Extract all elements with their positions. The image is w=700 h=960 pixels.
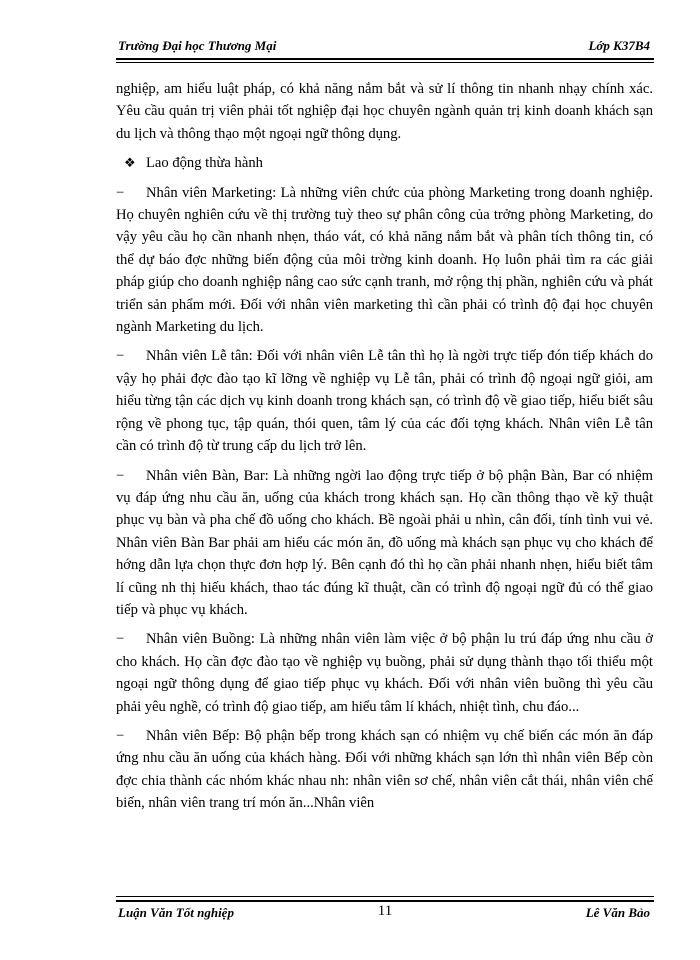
paragraph-reception-text: Nhân viên Lễ tân: Đối với nhân viên Lễ tân thì họ là ngời trực tiếp đón tiếp khách do vậy họ phải đợc đào tạo kĩ lỡng về nghiệp vụ Lễ tân, phải có trình độ ngoại ngữ giỏi, am hiểu từng tận các dịch vụ kinh doanh trong khách sạn, có trình độ về giao tiếp, hiểu biết sâu rộng về phong tục, tập quán, thói quen, tâm lý của các đối tợng khách. Nhân viên Lễ tân cần có trình độ từ trung cấp du lịch trở lên. — [116, 348, 653, 455]
dash-icon: − — [116, 467, 125, 484]
header-rule — [116, 62, 654, 63]
footer-rule — [116, 896, 654, 897]
page-number: 11 — [377, 903, 393, 919]
dash-icon: − — [116, 184, 125, 201]
paragraph-kitchen-text: Nhân viên Bếp: Bộ phận bếp trong khách sạn có nhiệm vụ chế biến các món ăn đáp ứng nhu cầu ăn uống của khách hàng. Đối với những khách sạn lớn thì nhân viên Bếp còn đợc chia thành các nhóm khác nhau nh: nhân viên sơ chế, nhân viên cắt thái, nhân viên chế biến, nhân viên trang trí món ăn...Nhân viên — [116, 727, 653, 812]
footer-author: Lê Văn Bảo — [585, 905, 650, 920]
dash-icon: − — [116, 727, 125, 744]
header-class: Lớp K37B4 — [588, 38, 650, 53]
paragraph-marketing — [116, 182, 653, 339]
header-school: Trường Đại học Thương Mại — [118, 38, 277, 53]
paragraph-continued: nghiệp, am hiểu luật pháp, có khả năng nắm bắt và sử lí thông tin nhanh nhạy chính xác. Yêu cầu quản trị viên phải tốt nghiệp đại học chuyên ngành quản trị kinh doanh khách sạn du lịch và thông thạo một ngoại ngữ thông dụng. — [116, 81, 653, 142]
dash-icon: − — [116, 348, 125, 365]
diamond-bullet-icon: ❖ — [124, 155, 136, 171]
body-text — [116, 78, 653, 822]
running-header — [116, 36, 654, 60]
bullet-heading — [116, 152, 653, 174]
paragraph-table-bar — [116, 465, 653, 622]
bullet-heading-text: Lao động thừa hành — [146, 155, 263, 172]
paragraph-housekeeping-text: Nhân viên Buồng: Là những nhân viên làm việc ở bộ phận lu trú đáp ứng nhu cầu ở cho khách. Họ cần đợc đào tạo về nghiệp vụ buồng, phải sử dụng thành thạo tối thiểu một ngoại ngữ thông dụng để giao tiếp phục vụ khách. Đối với nhân viên buồng thì yêu cầu phải yêu nghề, có trình độ giao tiếp, am hiểu tâm lí khách, nhiệt tình, chu đáo... — [116, 631, 653, 715]
paragraph-reception — [116, 345, 653, 457]
paragraph-kitchen — [116, 725, 653, 815]
paragraph-table-bar-text: Nhân viên Bàn, Bar: Là những ngời lao động trực tiếp ở bộ phận Bàn, Bar có nhiệm vụ đáp ứng nhu cầu ăn, uống của khách trong khách sạn. Họ cần thông thạo về kỹ thuật phục vụ bàn và pha chế đồ uống cho khách. Bề ngoài phải u nhìn, cân đối, tính tình vui vẻ. Nhân viên Bàn Bar phải am hiểu các món ăn, đồ uống mà khách sạn phục vụ cho khách để hớng dẫn lựa chọn thực đơn hợp lý. Bên cạnh đó thì họ cần phải nhanh nhẹn, hiểu biết tâm lí cũng nh thị hiếu khách, thao tác đúng kĩ thuật, cần có trình độ ngoại ngữ đủ có thể giao tiếp và phục vụ khách. — [116, 467, 653, 618]
dash-icon: − — [116, 631, 125, 648]
paragraph-marketing-text: Nhân viên Marketing: Là những viên chức của phòng Marketing trong doanh nghiệp. Họ chuyên nghiên cứu về thị trường tuỳ theo sự phân công của trởng phòng Marketing, do vậy yêu cầu họ cần nhanh nhẹn, tháo vát, có khả năng nắm bắt và phân tích thông tin, có thể dự báo đợc những biến động của môi trờng kinh doanh. Họ luôn phải tìm ra các giải pháp giúp cho doanh nghiệp nâng cao sức cạnh tranh, mở rộng thị phần, nghiên cứu và phát triển sản phẩm mới. Đối với nhân viên marketing thì cần phải có trình độ đại học chuyên ngành Marketing du lịch. — [116, 184, 653, 336]
paragraph-housekeeping — [116, 628, 653, 718]
footer-thesis: Luận Văn Tốt nghiệp — [118, 905, 234, 920]
running-footer — [116, 900, 654, 924]
